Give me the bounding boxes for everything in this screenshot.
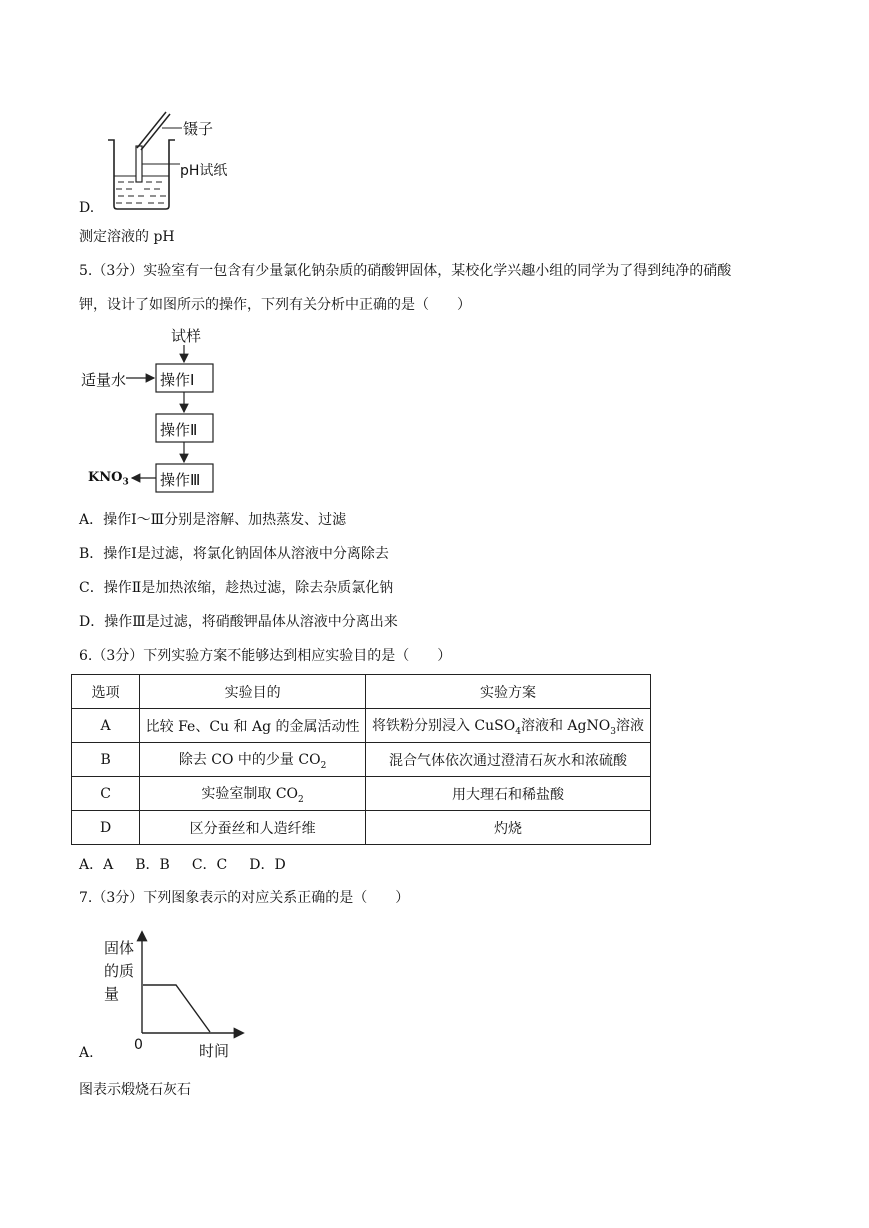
q6-answer-c: C．C [191, 857, 228, 873]
tweezers-label: 镊子 [183, 120, 214, 138]
table-row [72, 709, 651, 743]
row-goal: 区分蚕丝和人造纤维 [140, 811, 366, 845]
flow-op2-box: 操作Ⅱ [160, 421, 198, 439]
row-goal: 实验室制取 $CO_2$ [140, 777, 366, 811]
flow-op1-box: 操作Ⅰ [160, 371, 195, 389]
flow-product-label: $KNO_3$ [88, 470, 129, 488]
row-option: B [72, 743, 140, 777]
header-plan: 实验方案 [365, 675, 650, 709]
q5-stem-line2: 钾，设计了如图所示的操作，下列有关分析中正确的是（ ） [79, 297, 471, 313]
table-row [72, 777, 651, 811]
flow-sample-label: 试样 [171, 327, 202, 345]
q7-caption: 图表示煅烧石灰石 [79, 1082, 191, 1098]
header-goal: 实验目的 [140, 675, 366, 709]
ph-paper-label: pH试纸 [180, 163, 228, 179]
q4-option-d-label: D. [79, 200, 95, 216]
q6-answer-d: D．D [249, 857, 286, 873]
row-plan: 混合气体依次通过澄清石灰水和浓硫酸 [365, 743, 650, 777]
q7-origin-label: 0 [134, 1037, 143, 1053]
table-row [72, 811, 651, 845]
q6-table [71, 674, 651, 845]
row-plan: 将铁粉分别浸入 CuSO$_4$溶液和 AgNO$_3$溶液 [365, 709, 650, 743]
row-option: A [72, 709, 140, 743]
q7-stem: 7.（3分）下列图象表示的对应关系正确的是（ ） [79, 890, 410, 906]
header-option: 选项 [72, 675, 140, 709]
q7-option-a-label: A. [79, 1045, 94, 1061]
flow-op3-box: 操作Ⅲ [160, 471, 201, 489]
table-row [72, 743, 651, 777]
q7-x-axis-label: 时间 [199, 1042, 230, 1060]
q5-option-a: A．操作Ⅰ～Ⅲ分别是溶解、加热蒸发、过滤 [79, 512, 347, 528]
row-goal: 除去 CO 中的少量 $CO_2$ [140, 743, 366, 777]
q5-stem-line1: 5.（3分）实验室有一包含有少量氯化钠杂质的硝酸钾固体，某校化学兴趣小组的同学为了得到纯净的硝酸 [79, 263, 732, 279]
row-option: D [72, 811, 140, 845]
q7-graph-a [130, 925, 250, 1040]
row-option: C [72, 777, 140, 811]
q5-option-d: D．操作Ⅲ是过滤，将硝酸钾晶体从溶液中分离出来 [79, 614, 398, 630]
q4-caption: 测定溶液的 pH [79, 229, 175, 245]
q5-option-c: C．操作Ⅱ是加热浓缩，趁热过滤，除去杂质氯化钠 [79, 580, 394, 596]
row-goal: 比较 Fe、Cu 和 Ag 的金属活动性 [140, 709, 366, 743]
q7-y-axis-label: 固体 的质 量 [104, 939, 135, 1003]
q6-answer-options [79, 855, 308, 875]
table-header-row [72, 675, 651, 709]
row-plan: 灼烧 [365, 811, 650, 845]
row-plan: 用大理石和稀盐酸 [365, 777, 650, 811]
q6-answer-a: A．A [79, 857, 114, 873]
q6-stem: 6.（3分）下列实验方案不能够达到相应实验目的是（ ） [79, 648, 452, 664]
q5-option-b: B．操作Ⅰ是过滤，将氯化钠固体从溶液中分离除去 [79, 546, 389, 562]
q6-answer-b: B．B [135, 857, 170, 873]
flow-water-label: 适量水 [81, 371, 127, 389]
